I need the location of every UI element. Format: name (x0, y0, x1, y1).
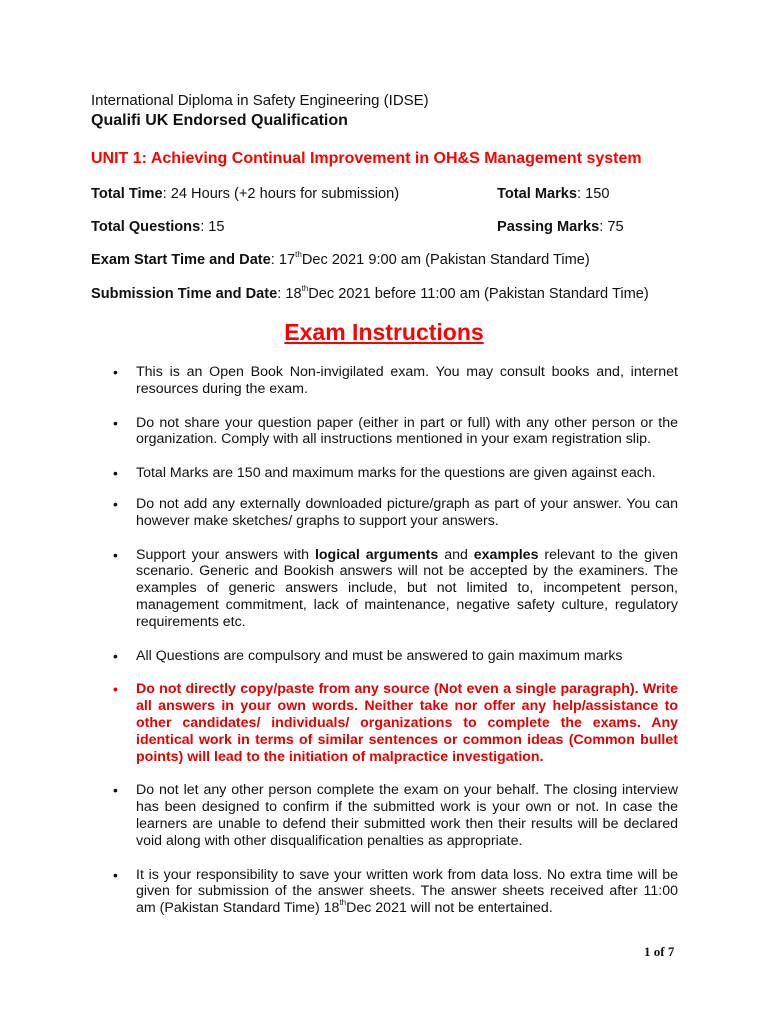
qualification-title: Qualifi UK Endorsed Qualification (91, 112, 348, 129)
exam-start (91, 252, 590, 269)
unit-title: UNIT 1: Achieving Continual Improvement in OH&S Management system (91, 150, 642, 167)
total-time-value: : 24 Hours (+2 hours for submission) (162, 186, 400, 202)
total-time (91, 186, 399, 203)
instruction-text: Do not share your question paper (either in part or full) with any other person or the organization. Comply with all instructions mentioned in your exam registration slip. (136, 414, 678, 448)
total-questions-label: Total Questions (91, 219, 201, 235)
submission-time (91, 286, 649, 303)
bullet-icon: • (113, 465, 118, 482)
submission-label: Submission Time and Date (91, 286, 278, 302)
instruction-text: Dec 2021 will not be entertained. (346, 900, 553, 917)
bullet-icon: • (113, 495, 118, 512)
instruction-text: This is an Open Book Non-invigilated exam. You may consult books and, internet resources during the exam. (136, 364, 678, 397)
instruction-text: All Questions are compulsory and must be answered to gain maximum marks (136, 647, 623, 664)
instruction-text: Do not let any other person complete the exam on your behalf. The closing interview has been designed to confirm if the submitted work is your own or not. In case the learners are unable to defend their submitted work then their results will be declared void along with other disqualification penalties as appropriate. (136, 782, 678, 849)
instruction-text: relevant to the given scenario. Generic and Bookish answers will not be accepted by the examiners. The examples of generic answers include, but not limited to, incompetent person, management commitment, lack of maintenance, negative safety culture, regulatory requirements etc. (136, 546, 678, 630)
bullet-icon: • (113, 414, 118, 431)
instruction-text: Do not add any externally downloaded picture/graph as part of your answer. You can however make sketches/ graphs to support your answers. (136, 495, 678, 529)
passing-marks-label: Passing Marks (497, 219, 600, 235)
exam-start-sup: th (295, 250, 302, 259)
list-item (113, 496, 678, 530)
list-item (113, 782, 678, 849)
page-number: 1 of 7 (644, 944, 675, 959)
total-questions (91, 219, 225, 236)
bullet-icon: • (113, 782, 118, 799)
list-item (113, 867, 678, 917)
instruction-text: and (438, 546, 474, 563)
instructions-list (113, 364, 678, 934)
exam-start-rest: Dec 2021 9:00 am (Pakistan Standard Time) (301, 252, 590, 268)
submission-rest: Dec 2021 before 11:00 am (Pakistan Standard Time) (308, 286, 649, 302)
instruction-bold-text: logical arguments (314, 546, 439, 563)
passing-marks-value: : 75 (599, 219, 624, 235)
bullet-icon: • (113, 647, 118, 664)
total-marks (497, 186, 610, 203)
instructions-heading: Exam Instructions (284, 319, 484, 345)
exam-start-label: Exam Start Time and Date (91, 252, 271, 268)
instruction-sup: th (339, 898, 347, 908)
instruction-text: It is your responsibility to save your written work from data loss. No extra time will be given for submission of the answer sheets. The answer sheets received after 11:00 am (Pakistan Standard Time) 18 (136, 866, 678, 917)
list-item (113, 547, 678, 631)
total-time-label: Total Time (91, 186, 163, 202)
list-item (113, 648, 678, 665)
total-marks-value: : 150 (577, 186, 610, 202)
bullet-icon: • (113, 681, 118, 698)
total-questions-value: : 15 (200, 219, 225, 235)
instruction-text: Support your answers with (136, 546, 315, 563)
submission-day: : 18 (277, 286, 302, 302)
list-item-warning (113, 681, 678, 765)
list-item (113, 415, 678, 449)
total-marks-label: Total Marks (497, 186, 578, 202)
list-item (113, 465, 678, 482)
list-item (113, 364, 678, 398)
bullet-icon: • (113, 364, 118, 380)
instruction-text: Total Marks are 150 and maximum marks for the questions are given against each. (136, 465, 656, 482)
bullet-icon: • (113, 866, 118, 883)
passing-marks (497, 219, 624, 236)
exam-start-day: : 17 (270, 252, 296, 268)
bullet-icon: • (113, 546, 118, 563)
diploma-title: International Diploma in Safety Engineering (IDSE) (91, 92, 429, 109)
instruction-bold-text: examples (473, 546, 539, 563)
submission-sup: th (301, 284, 309, 293)
instruction-text: Do not directly copy/paste from any source (Not even a single paragraph). Write all answers in your own words. Neither take nor offer any help/assistance to other candidates/ individuals/ organizations to complete the exams. Any identical work in terms of similar sentences or common ideas (Common bullet points) will lead to the initiation of malpractice investigation. (136, 681, 678, 765)
